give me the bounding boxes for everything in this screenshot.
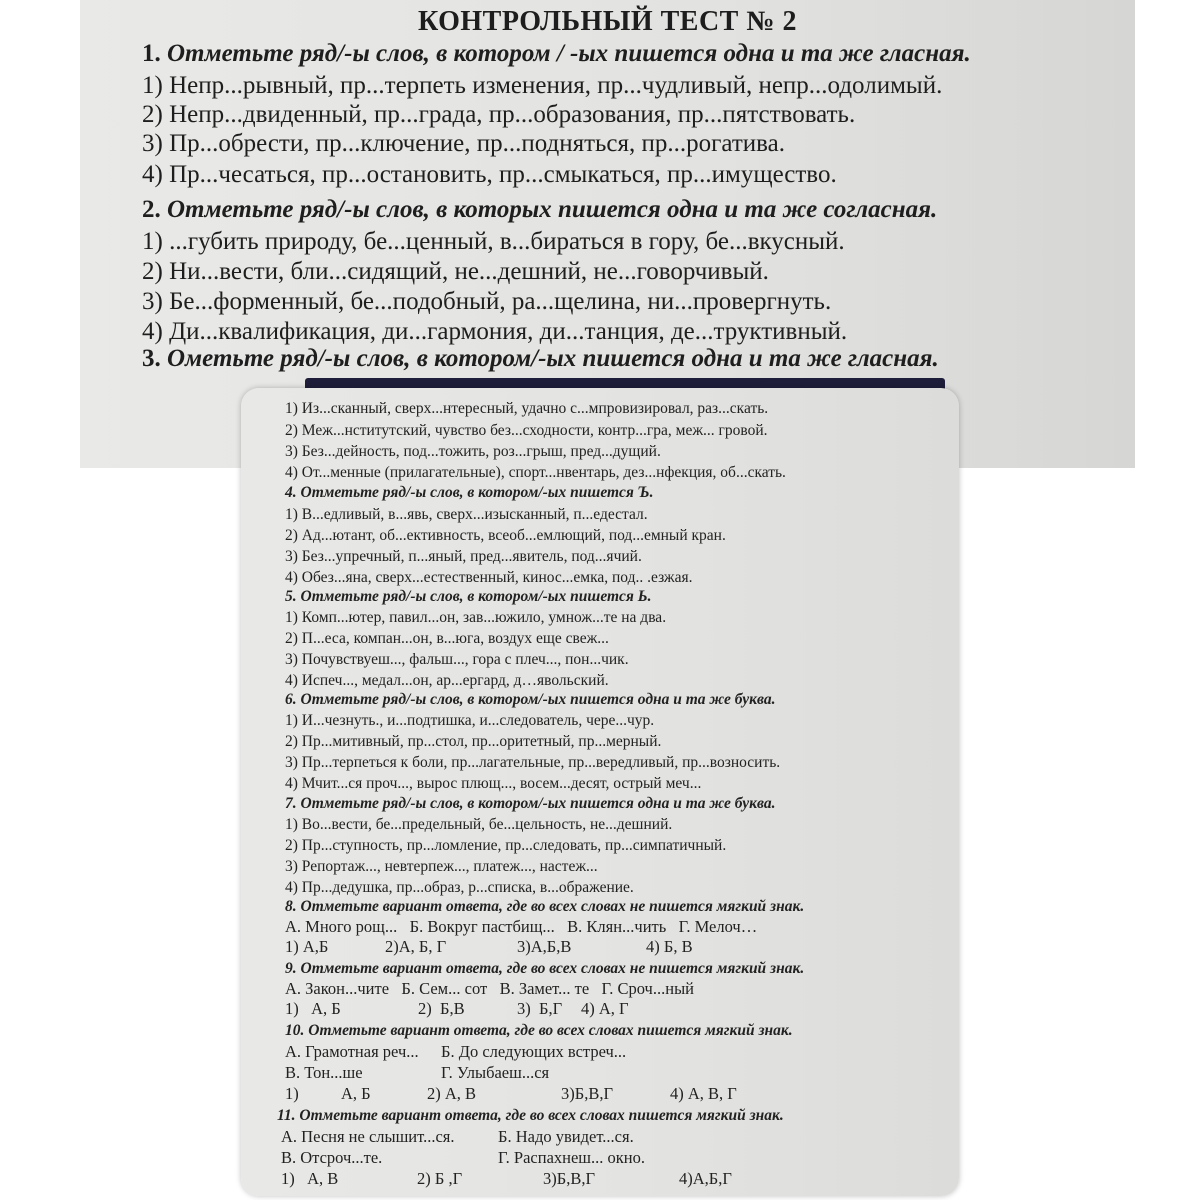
question-9-answer-1: 1) А, Б [285, 999, 341, 1018]
question-3-number: 3. [142, 345, 161, 372]
question-9-heading: 9. Отметьте вариант ответа, где во всех словах не пишется мягкий знак. [285, 960, 805, 977]
question-8-words: А. Много рощ... Б. Вокруг пастбищ... В. Клян...чить Г. Мелоч… [285, 917, 758, 936]
question-11-words-row-1 [281, 1128, 921, 1146]
question-10-answer-2: 2) А, В [427, 1084, 477, 1103]
question-8-answers [285, 938, 925, 956]
question-11-words-row-2 [281, 1149, 921, 1167]
question-9-answer-4: 4) А, Г [581, 999, 629, 1018]
question-1-heading [142, 40, 971, 68]
question-3-text: Ометьте ряд/-ы слов, в котором/-ых пишется одна и та же гласная. [167, 345, 939, 372]
question-10-answers [285, 1085, 925, 1103]
question-8-answer-1: 1) А,Б [285, 937, 329, 956]
question-1-number: 1. [142, 40, 161, 67]
question-6-option-3: 3) Пр...терпеться к боли, пр...лагательные, пр...вередливый, пр...возносить. [285, 754, 781, 771]
question-10-word-b: Б. До следующих встреч... [441, 1042, 627, 1061]
question-8-answer-3: 3)А,Б,В [517, 937, 572, 956]
question-10-words-row-2 [285, 1064, 925, 1082]
question-10-answer-1-number: 1) [285, 1084, 299, 1103]
question-10-words-row-1 [285, 1043, 925, 1061]
question-2-text: Отметьте ряд/-ы слов, в которых пишется одна и та же согласная. [167, 196, 938, 223]
question-7-heading: 7. Отметьте ряд/-ы слов, в котором/-ых пишется одна и та же буква. [285, 795, 776, 812]
question-5-heading: 5. Отметьте ряд/-ы слов, в котором/-ых пишется Ь. [285, 588, 652, 605]
question-10-answer-3: 3)Б,В,Г [561, 1084, 614, 1103]
question-4-option-3: 3) Без...упречный, п...яный, пред...явитель, под...ячий. [285, 548, 642, 565]
question-5-option-3: 3) Почувствуеш..., фальш..., гора с плеч..., пон...чик. [285, 651, 629, 668]
test-title: КОНТРОЛЬНЫЙ ТЕСТ № 2 [418, 6, 797, 37]
question-9-answers [285, 1000, 925, 1018]
question-5-option-4: 4) Испеч..., медал...он, ар...ергард, д…явольский. [285, 672, 609, 689]
question-11-word-b: Б. Надо увидет...ся. [498, 1127, 634, 1146]
question-2-number: 2. [142, 196, 161, 223]
question-2-heading [142, 196, 937, 224]
question-1-text: Отметьте ряд/-ы слов, в котором / -ых пишется одна и та же гласная. [167, 40, 971, 67]
question-9-words: А. Закон...чите Б. Сем... сот В. Замет... те Г. Сроч...ный [285, 979, 694, 998]
question-9-answer-3: 3) Б,Г [517, 999, 563, 1018]
question-1-option-3: 3) Пр...обрести, пр...ключение, пр...подняться, пр...рогатива. [142, 130, 785, 157]
question-8-answer-2: 2)А, Б, Г [385, 937, 447, 956]
question-10-answer-1-value: А, Б [341, 1084, 371, 1103]
question-2-option-1: 1) ...губить природу, бе...ценный, в...бираться в гору, бе...вкусный. [142, 228, 845, 255]
question-11-answer-4: 4)А,Б,Г [679, 1169, 732, 1188]
question-10-word-c: В. Тон...ше [285, 1063, 363, 1082]
question-6-option-4: 4) Мчит...ся проч..., вырос плющ..., восем...десят, острый меч... [285, 775, 702, 792]
question-9-answer-2: 2) Б,В [418, 999, 465, 1018]
question-7-option-4: 4) Пр...дедушка, пр...образ, р...списка, в...ображение. [285, 879, 634, 896]
question-3-heading [142, 345, 939, 373]
question-3-option-1: 1) Из...сканный, сверх...нтересный, удачно с...мпровизировал, раз...скать. [285, 400, 769, 417]
question-7-option-2: 2) Пр...ступность, пр...ломление, пр...следовать, пр...симпатичный. [285, 837, 727, 854]
question-10-answer-4: 4) А, В, Г [670, 1084, 737, 1103]
question-5-option-1: 1) Комп...ютер, павил...он, зав...южило, умнож...те на два. [285, 609, 667, 626]
question-11-word-c: В. Отсроч...те. [281, 1148, 383, 1167]
question-8-answer-4: 4) Б, В [646, 937, 693, 956]
question-10-heading: 10. Отметьте вариант ответа, где во всех словах пишется мягкий знак. [285, 1022, 793, 1039]
question-11-answers [281, 1170, 921, 1188]
question-10-word-a: А. Грамотная реч... [285, 1042, 419, 1061]
question-1-option-1: 1) Непр...рывный, пр...терпеть изменения, пр...чудливый, непр...одолимый. [142, 72, 943, 99]
question-6-heading: 6. Отметьте ряд/-ы слов, в котором/-ых пишется одна и та же буква. [285, 691, 776, 708]
question-11-word-d: Г. Распахнеш... окно. [498, 1148, 645, 1167]
question-7-option-3: 3) Репортаж..., невтерпеж..., платеж..., настеж... [285, 858, 598, 875]
question-11-heading: 11. Отметьте вариант ответа, где во всех словах пишется мягкий знак. [277, 1107, 784, 1124]
bottom-test-sheet [241, 388, 959, 1196]
question-3-option-4: 4) От...менные (прилагательные), спорт...нвентарь, дез...нфекция, об...скать. [285, 464, 786, 481]
question-4-option-4: 4) Обез...яна, сверх...естественный, кинос...емка, под.. .езжая. [285, 569, 693, 586]
question-4-option-2: 2) Ад...ютант, об...ективность, всеоб...емлющий, под...емный кран. [285, 527, 726, 544]
question-1-option-4: 4) Пр...чесаться, пр...остановить, пр...смыкаться, пр...имущество. [142, 161, 837, 188]
question-3-option-3: 3) Без...дейность, под...тожить, роз...грыш, пред...дущий. [285, 443, 661, 460]
question-6-option-1: 1) И...чезнуть., и...подтишка, и...следователь, чере...чур. [285, 712, 655, 729]
question-1-option-2: 2) Непр...двиденный, пр...града, пр...образования, пр...пятствовать. [142, 101, 856, 128]
question-11-word-a: А. Песня не слышит...ся. [281, 1127, 455, 1146]
question-2-option-3: 3) Бе...форменный, бе...подобный, ра...щелина, ни...провергнуть. [142, 288, 832, 315]
question-5-option-2: 2) П...еса, компан...он, в...юга, воздух еще свеж... [285, 630, 609, 647]
question-11-answer-2: 2) Б ,Г [417, 1169, 463, 1188]
question-8-heading: 8. Отметьте вариант ответа, где во всех словах не пишется мягкий знак. [285, 898, 805, 915]
question-4-option-1: 1) В...едливый, в...явь, сверх...изысканный, п...едестал. [285, 506, 648, 523]
question-11-answer-1: 1) А, В [281, 1169, 339, 1188]
question-10-word-d: Г. Улыбаеш...ся [441, 1063, 550, 1082]
question-2-option-4: 4) Ди...квалификация, ди...гармония, ди...танция, де...труктивный. [142, 318, 848, 345]
question-6-option-2: 2) Пр...митивный, пр...стол, пр...оритетный, пр...мерный. [285, 733, 662, 750]
question-2-option-2: 2) Ни...вести, бли...сидящий, не...дешний, не...говорчивый. [142, 258, 769, 285]
question-3-option-2: 2) Меж...нститутский, чувство без...сходности, контр...гра, меж... гровой. [285, 422, 768, 439]
question-4-heading: 4. Отметьте ряд/-ы слов, в котором/-ых пишется Ъ. [285, 484, 654, 501]
question-7-option-1: 1) Во...вести, бе...предельный, бе...цельность, не...дешний. [285, 816, 673, 833]
question-11-answer-3: 3)Б,В,Г [543, 1169, 596, 1188]
